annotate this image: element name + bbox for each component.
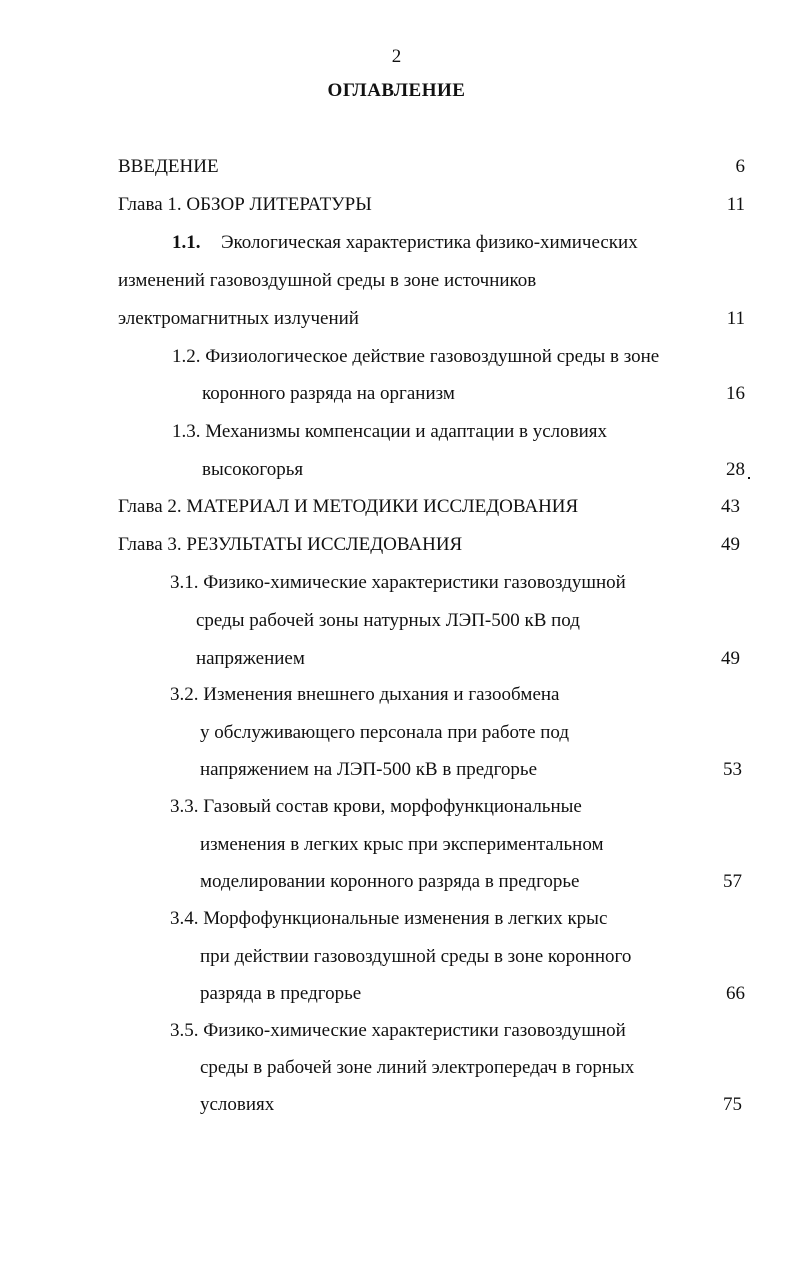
toc-page-chapter-1: 11 — [726, 194, 745, 215]
toc-page-1-3: 28 — [726, 459, 745, 480]
toc-entry-3-4-line2: при действии газовоздушной среды в зоне коронного — [200, 946, 632, 967]
toc-entry-3-2-line1: 3.2. Изменения внешнего дыхания и газообмена — [170, 684, 560, 705]
toc-entry-3-1-line1: 3.1. Физико-химические характеристики газовоздушной — [170, 572, 626, 593]
toc-entry-1-3-line2: высокогорья — [202, 459, 304, 480]
toc-entry-1-3-line1: 1.3. Механизмы компенсации и адаптации в условиях — [172, 421, 608, 442]
toc-entry-1-2-line2: коронного разряда на организм — [202, 383, 455, 404]
toc-entry-3-3-line2: изменения в легких крыс при экспериментальном — [200, 834, 604, 855]
toc-page-3-2: 53 — [723, 759, 742, 780]
toc-entry-3-3-line3: моделировании коронного разряда в предгорье — [200, 871, 580, 892]
toc-entry-chapter-1: Глава 1. ОБЗОР ЛИТЕРАТУРЫ — [118, 194, 372, 215]
toc-entry-3-5-line2: среды в рабочей зоне линий электропередач в горных — [200, 1057, 635, 1078]
toc-page-chapter-2: 43 — [721, 496, 740, 517]
scan-speck — [748, 477, 750, 479]
toc-entry-chapter-2: Глава 2. МАТЕРИАЛ И МЕТОДИКИ ИССЛЕДОВАНИЯ — [118, 496, 579, 517]
toc-page-3-3: 57 — [723, 871, 742, 892]
toc-entry-1-2-line1: 1.2. Физиологическое действие газовоздушной среды в зоне — [172, 346, 660, 367]
toc-page-1-1: 11 — [726, 308, 745, 329]
page-number: 2 — [391, 46, 402, 67]
toc-page-intro: 6 — [735, 156, 745, 177]
toc-entry-3-1-line2: среды рабочей зоны натурных ЛЭП-500 кВ под — [196, 610, 580, 631]
toc-page-chapter-3: 49 — [721, 534, 740, 555]
toc-entry-3-5-line1: 3.5. Физико-химические характеристики газовоздушной — [170, 1020, 626, 1041]
toc-page-3-5: 75 — [723, 1094, 742, 1115]
toc-entry-3-2-line3: напряжением на ЛЭП-500 кВ в предгорье — [200, 759, 537, 780]
toc-page-3-1: 49 — [721, 648, 740, 669]
toc-page-3-4: 66 — [726, 983, 745, 1004]
toc-entry-3-5-line3: условиях — [200, 1094, 275, 1115]
page-title: ОГЛАВЛЕНИЕ — [327, 80, 466, 101]
toc-section-number-1-1: 1.1. — [172, 232, 201, 253]
toc-entry-1-1-line1: Экологическая характеристика физико-химических — [221, 232, 638, 253]
toc-entry-chapter-3: Глава 3. РЕЗУЛЬТАТЫ ИССЛЕДОВАНИЯ — [118, 534, 463, 555]
toc-entry-3-2-line2: у обслуживающего персонала при работе под — [200, 722, 570, 743]
toc-entry-1-1-line2: изменений газовоздушной среды в зоне источников — [118, 270, 537, 291]
toc-page-1-2: 16 — [726, 383, 745, 404]
toc-entry-1-1-line3: электромагнитных излучений — [118, 308, 359, 329]
toc-entry-3-3-line1: 3.3. Газовый состав крови, морфофункциональные — [170, 796, 582, 817]
toc-entry-3-4-line1: 3.4. Морфофункциональные изменения в легких крыс — [170, 908, 608, 929]
toc-entry-intro: ВВЕДЕНИЕ — [118, 156, 219, 177]
toc-entry-3-1-line3: напряжением — [196, 648, 305, 669]
toc-entry-3-4-line3: разряда в предгорье — [200, 983, 362, 1004]
